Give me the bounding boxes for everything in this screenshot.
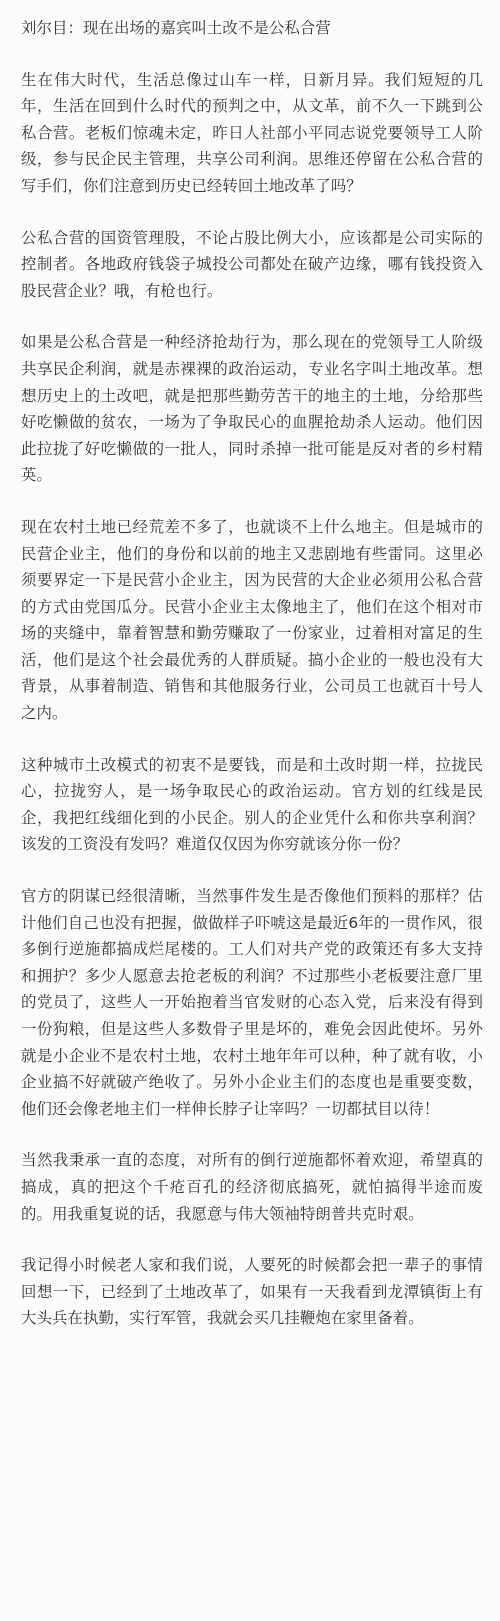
paragraph-7: 当然我秉承一直的态度，对所有的倒行逆施都怀着欢迎，希望真的搞成，真的把这个千疮百孔的经济彻底搞死，就怕搞得半途而废的。用我重复说的话，我愿意与伟大领袖特朗普共克时艰。 <box>21 1151 483 1223</box>
paragraph-2: 公私合营的国资管理股，不论占股比例大小，应该都是公司实际的控制者。各地政府钱袋子城投公司都处在破产边缘，哪有钱投资入股民营企业？哦，有枪也行。 <box>21 228 483 300</box>
paragraph-4: 现在农村土地已经荒差不多了，也就谈不上什么地主。但是城市的民营企业主，他们的身份和以前的地主又悲剧地有些雷同。这里必须要界定一下是民营小企业主，因为民营的大企业必须用公私合营的方式由党国瓜分。民营小企业主太像地主了，他们在这个相对市场的夹缝中，靠着智慧和勤劳赚取了一份家业，过着相对富足的生活，他们是这个社会最优秀的人群质疑。搞小企业的一般也没有大背景，从事着制造、销售和其他服务行业，公司员工也就百十号人之内。 <box>21 517 483 723</box>
paragraph-1: 生在伟大时代，生活总像过山车一样，日新月异。我们短短的几年，生活在回到什么时代的预判之中，从文革，前不久一下跳到公私合营。老板们惊魂未定，昨日人社部小平同志说党要领导工人阶级，参与民企民主管理，共享公司利润。思维还停留在公私合营的写手们，你们注意到历史已经转回土地改革了吗？ <box>21 70 483 195</box>
paragraph-3: 如果是公私合营是一种经济抢劫行为，那么现在的党领导工人阶级共享民企利润，就是赤裸裸的政治运动，专业名字叫土地改革。想想历史上的土改吧，就是把那些勤劳苦干的地主的土地，分给那些好吃懒做的贫农，一场为了争取民心的血腥抢劫杀人运动。他们因此拉拢了好吃懒做的一批人，同时杀掉一批可能是反对者的乡村精英。 <box>21 333 483 485</box>
paragraph-5: 这种城市土改模式的初衷不是要钱，而是和土改时期一样，拉拢民心，拉拢穷人，是一场争取民心的政治运动。官方划的红线是民企，我把红线细化到的小民企。别人的企业凭什么和你共享利润？该发的工资没有发吗？难道仅仅因为你穷就该分你一份？ <box>21 755 483 854</box>
paragraph-8: 我记得小时候老人家和我们说，人要死的时候都会把一辈子的事情回想一下，已经到了土地改革了，如果有一天我看到龙潭镇街上有大头兵在执勤，实行军管，我就会买几挂鞭炮在家里备着。 <box>21 1256 483 1328</box>
paragraph-6: 官方的阴谋已经很清晰，当然事件发生是否像他们预料的那样？估计他们自己也没有把握，做做样子吓唬这是最近6年的一贯作风，很多倒行逆施都搞成烂尾楼的。工人们对共产党的政策还有多大支持和拥护？多少人愿意去抢老板的利润？不过那些小老板要注意厂里的党员了，这些人一开始抱着当官发财的心态入党，后来没有得到一份狗粮，但是这些人多数骨子里是坏的，难免会因此使坏。另外就是小企业不是农村土地，农村土地年年可以种，种了就有收，小企业搞不好就破产绝收了。另外小企业主们的态度也是重要变数，他们还会像老地主们一样伸长脖子让宰吗？一切都拭目以待！ <box>21 887 483 1118</box>
article-title: 刘尔目：现在出场的嘉宾叫土改不是公私合营 <box>21 19 331 37</box>
article <box>21 15 483 1332</box>
